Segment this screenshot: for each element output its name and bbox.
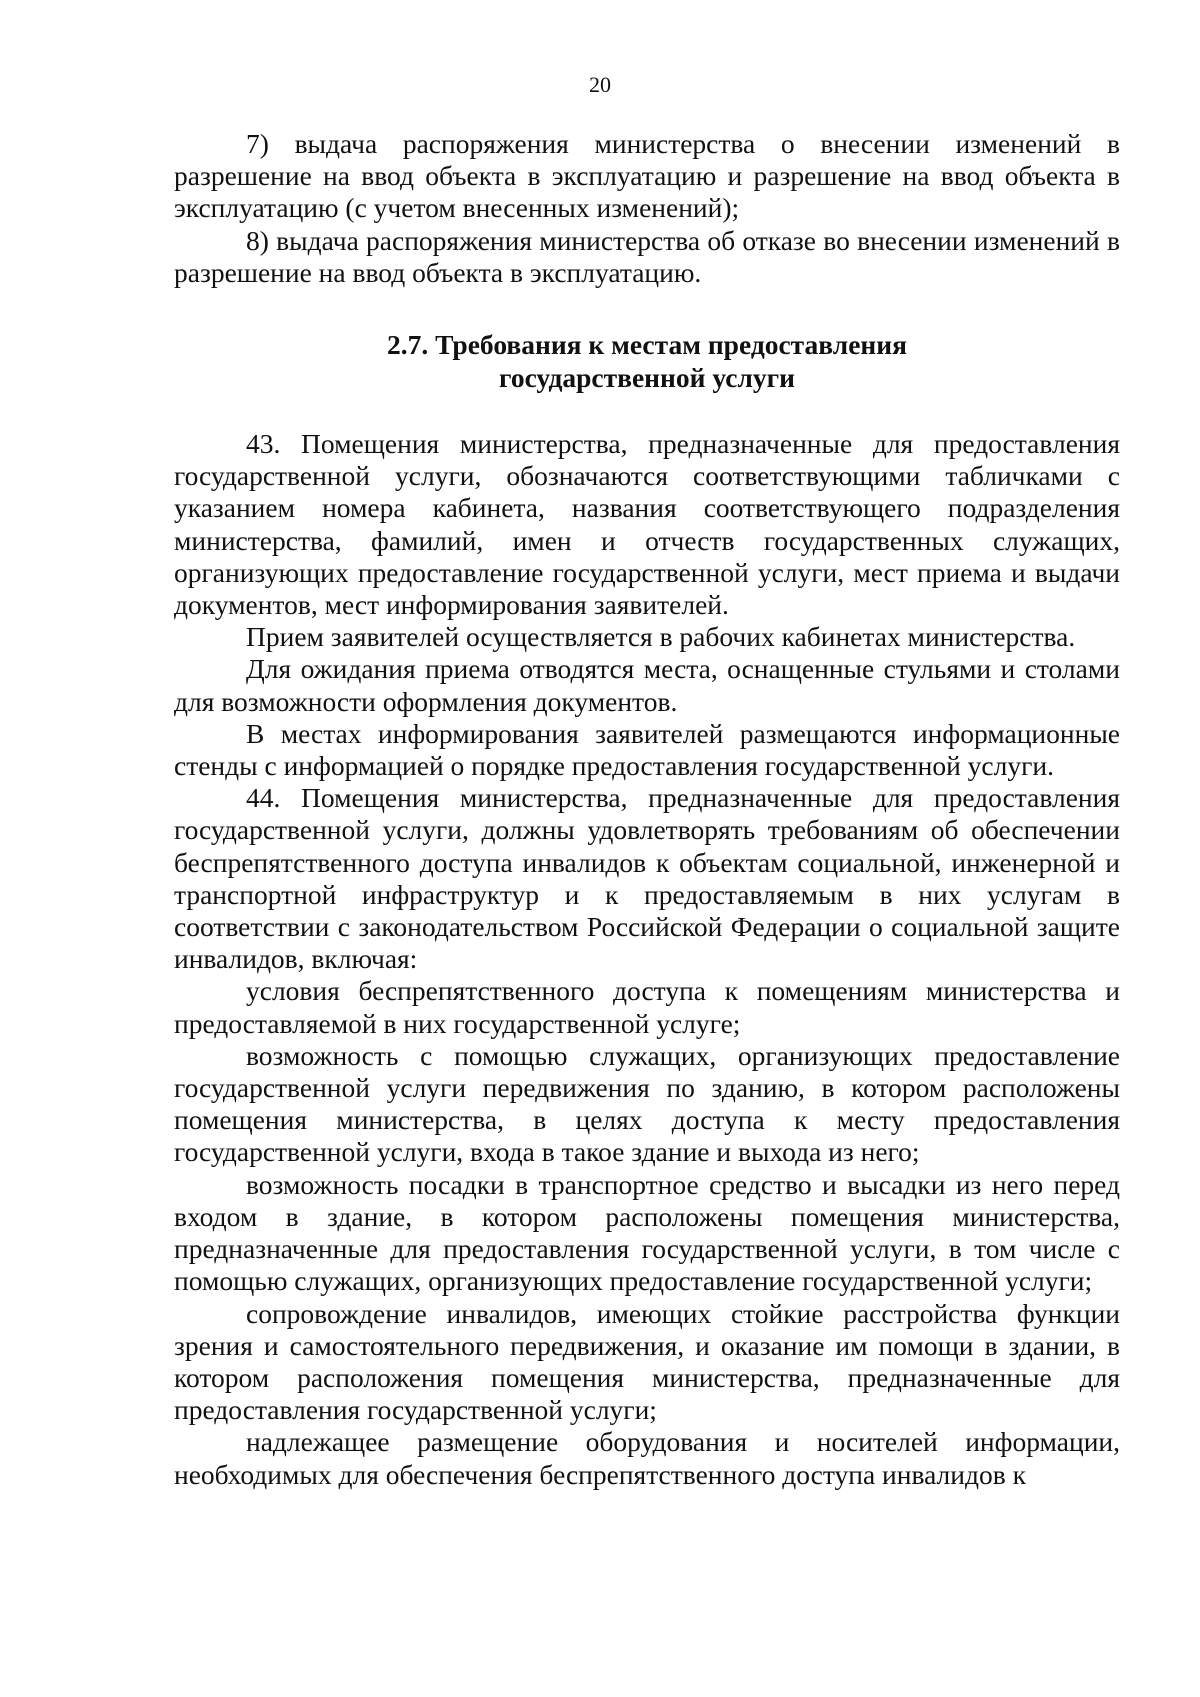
paragraph-waiting: Для ожидания приема отводятся места, оснащенные стульями и столами для возможности оформления документов. (174, 653, 1120, 717)
list-item-7: 7) выдача распоряжения министерства о внесении изменений в разрешение на ввод объекта в эксплуатацию и разрешение на ввод объекта в эксплуатацию (с учетом внесенных изменений); (174, 128, 1120, 224)
paragraph-info-stands: В местах информирования заявителей размещаются информационные стенды с информацией о порядке предоставления государственной услуги. (174, 717, 1120, 782)
paragraph-43: 43. Помещения министерства, предназначенные для предоставления государственной услуги, обозначаются соответствующими табличками с указанием номера кабинета, названия соответствующего подразделения министерства, фамилий, имен и отчеств государственных служащих, организующих предоставление государственной услуги, мест приема и выдачи документов, мест информирования заявителей. (174, 428, 1120, 621)
page-number: 20 (589, 72, 611, 97)
paragraph-movement-assistance: возможность с помощью служащих, организующих предоставление государственной услуги передвижения по зданию, в котором расположены помещения министерства, в целях доступа к месту предоставления государственной услуги, входа в такое здание и выхода из него; (174, 1039, 1120, 1168)
section-heading (174, 329, 1120, 394)
paragraph-44: 44. Помещения министерства, предназначенные для предоставления государственной услуги, должны удовлетворять требованиям об обеспечении беспрепятственного доступа инвалидов к объектам социальной, инженерной и транспортной инфраструктур и к предоставляемым в них услугам в соответствии с законодательством Российской Федерации о социальной защите инвалидов, включая: (174, 782, 1120, 975)
paragraph-escort: сопровождение инвалидов, имеющих стойкие расстройства функции зрения и самостоятельного передвижения, и оказание им помощи в здании, в котором расположения помещения министерства, предназначенные для предоставления государственной услуги; (174, 1297, 1120, 1426)
paragraph-equipment: надлежащее размещение оборудования и носителей информации, необходимых для обеспечения беспрепятственного доступа инвалидов к (174, 1426, 1120, 1490)
section-heading-line-1: 2.7. Требования к местам предоставления (387, 329, 907, 361)
document-body (174, 128, 1120, 1491)
paragraph-reception: Прием заявителей осуществляется в рабочих кабинетах министерства. (246, 621, 1076, 653)
paragraph-access-conditions: условия беспрепятственного доступа к помещениям министерства и предоставляемой в них государственной услуге; (174, 975, 1120, 1039)
list-item-8: 8) выдача распоряжения министерства об отказе во внесении изменений в разрешение на ввод объекта в эксплуатацию. (174, 224, 1120, 288)
paragraph-transport: возможность посадки в транспортное средство и высадки из него перед входом в здание, в котором расположены помещения министерства, предназначенные для предоставления государственной услуги, в том числе с помощью служащих, организующих предоставление государственной услуги; (174, 1168, 1120, 1297)
section-heading-line-2: государственной услуги (499, 361, 795, 393)
